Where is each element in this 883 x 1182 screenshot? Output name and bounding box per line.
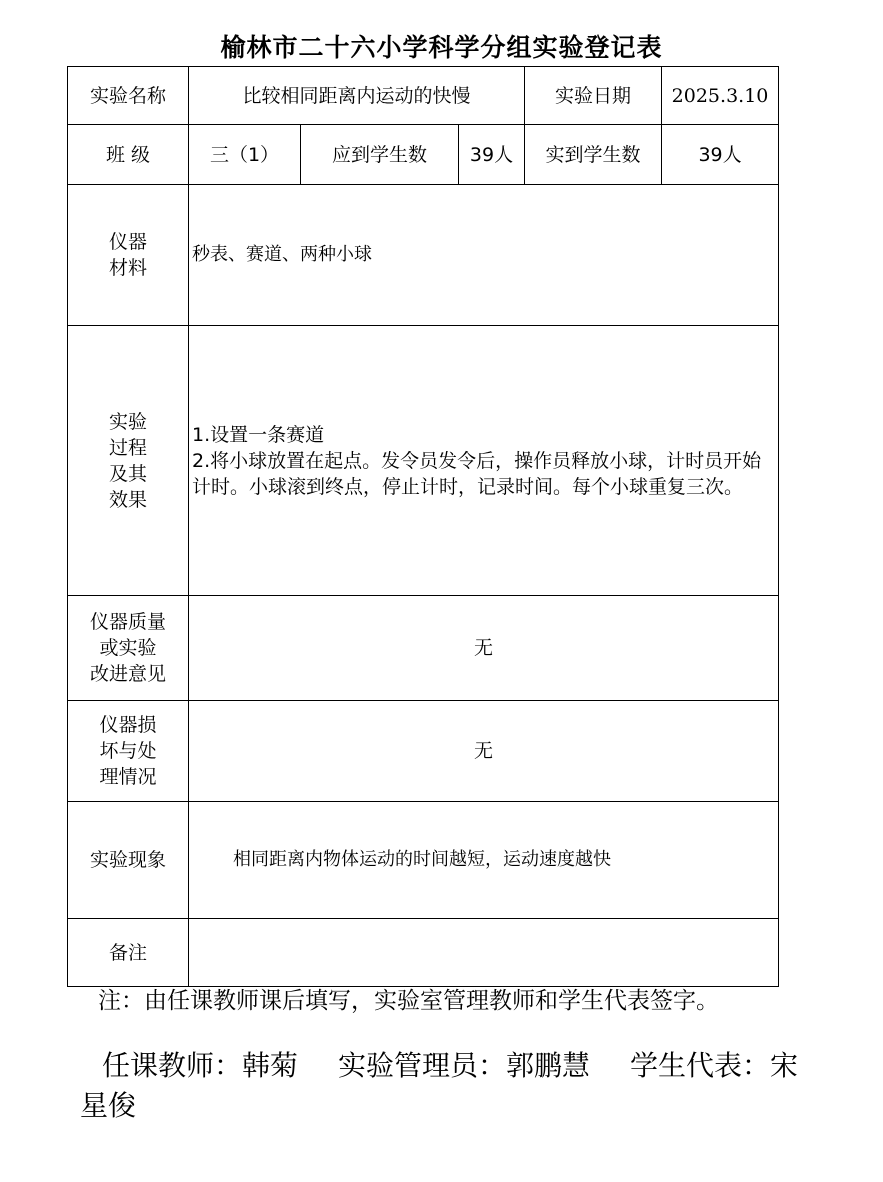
lab-admin-signature: 实验管理员：郭鹏慧	[338, 1049, 591, 1082]
damage-label-line: 坏与处	[99, 740, 157, 762]
process-label-line: 及其	[108, 462, 147, 485]
actual-students-label: 实到学生数	[525, 125, 662, 185]
damage-value: 无	[189, 701, 779, 802]
row-remarks	[68, 919, 779, 987]
quality-label-line: 或实验	[99, 637, 157, 659]
phenomenon-value: 相同距离内物体运动的时间越短，运动速度越快	[189, 802, 779, 919]
form-title: 榆林市二十六小学科学分组实验登记表	[220, 33, 663, 62]
process-label-line: 实验	[108, 410, 147, 433]
process-label	[68, 326, 189, 596]
experiment-name-value: 比较相同距离内运动的快慢	[189, 67, 525, 125]
damage-label-line: 理情况	[99, 766, 157, 788]
row-class	[68, 125, 779, 185]
damage-label	[68, 701, 189, 802]
expected-students-value: 39人	[459, 125, 525, 185]
process-value	[189, 326, 779, 596]
expected-students-label: 应到学生数	[301, 125, 459, 185]
process-step: 2.将小球放置在起点。发令员发令后，操作员释放小球，计时员开始计时。小球滚到终点，停止计时，记录时间。每个小球重复三次。	[192, 449, 762, 498]
quality-label-line: 仪器质量	[89, 611, 166, 633]
process-label-line: 过程	[108, 436, 147, 459]
experiment-register-table	[67, 66, 779, 987]
quality-label-line: 改进意见	[89, 663, 166, 685]
teacher-signature: 任课教师：韩菊	[102, 1049, 299, 1082]
actual-students-value: 39人	[662, 125, 779, 185]
row-damage	[68, 701, 779, 802]
process-step: 1.设置一条赛道	[192, 423, 325, 446]
quality-label	[68, 596, 189, 701]
row-experiment-name	[68, 67, 779, 125]
remarks-label: 备注	[68, 919, 189, 987]
materials-label-line: 仪器	[108, 231, 147, 253]
row-materials	[68, 185, 779, 326]
experiment-name-label: 实验名称	[68, 67, 189, 125]
signature-line	[80, 1046, 820, 1126]
row-process	[68, 326, 779, 596]
footnote: 注：由任课教师课后填写，实验室管理教师和学生代表签字。	[98, 988, 719, 1014]
student-rep-signature: 学生代表：宋星俊	[80, 1049, 799, 1122]
process-label-line: 效果	[108, 488, 147, 511]
row-phenomenon	[68, 802, 779, 919]
class-value: 三（1）	[189, 125, 301, 185]
remarks-value	[189, 919, 779, 987]
damage-label-line: 仪器损	[99, 714, 157, 736]
phenomenon-label: 实验现象	[68, 802, 189, 919]
class-label: 班 级	[68, 125, 189, 185]
experiment-date-value: 2025.3.10	[662, 67, 779, 125]
materials-label-line: 材料	[108, 257, 147, 279]
materials-label	[68, 185, 189, 326]
row-quality	[68, 596, 779, 701]
materials-value: 秒表、赛道、两种小球	[189, 185, 779, 326]
quality-value: 无	[189, 596, 779, 701]
experiment-date-label: 实验日期	[525, 67, 662, 125]
